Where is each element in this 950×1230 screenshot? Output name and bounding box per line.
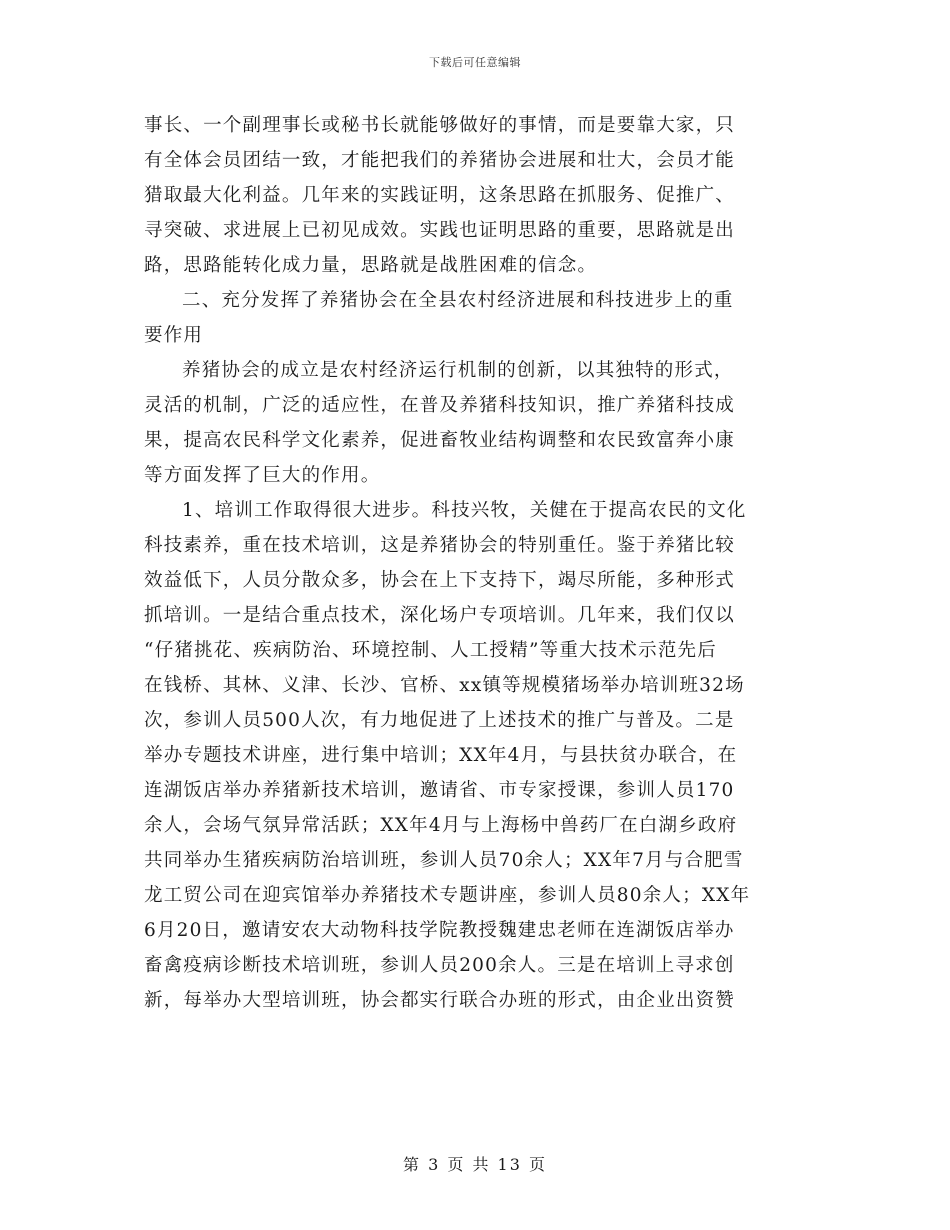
text-line: 余人，会场气氛异常活跃；XX年4月与上海杨中兽药厂在白湖乡政府 [144,815,738,836]
section-heading-line: 要作用 [144,325,204,346]
text-line: 寻突破、求进展上已初见成效。实践也证明思路的重要，思路就是出 [144,220,736,241]
text-line: 抓培训。一是结合重点技术，深化场户专项培训。几年来，我们仅以 [144,605,736,626]
text-line: 效益低下，人员分散众多，协会在上下支持下，竭尽所能，多种形式 [144,570,736,591]
text-line: 龙工贸公司在迎宾馆举办养猪技术专题讲座，参训人员80余人；XX年 [144,885,751,906]
text-line: 路，思路能转化成力量，思路就是战胜困难的信念。 [144,255,598,276]
page-footer: 第 3 页 共 13 页 [403,1155,547,1174]
section-heading-line: 二、充分发挥了养猪协会在全县农村经济进展和科技进步上的重 [182,290,734,311]
text-line: 连湖饭店举办养猪新技术培训，邀请省、市专家授课，参训人员170 [144,780,735,801]
text-line: 养猪协会的成立是农村经济运行机制的创新，以其独特的形式， [182,360,734,381]
text-line: 6月20日，邀请安农大动物科技学院教授魏建忠老师在连湖饭店举办 [144,920,735,941]
page-header: 下载后可任意编辑 [429,56,521,69]
text-line: 共同举办生猪疾病防治培训班，参训人员70余人；XX年7月与合肥雪 [144,850,744,871]
text-line: “仔猪挑花、疾病防治、环境控制、人工授精”等重大技术示范先后 [144,640,717,661]
text-line: 1、培训工作取得很大进步。科技兴牧，关健在于提高农民的文化 [182,500,747,521]
text-line: 畜禽疫病诊断技术培训班，参训人员200余人。三是在培训上寻求创 [144,955,735,976]
text-line: 在钱桥、其林、义津、长沙、官桥、xx镇等规模猪场举办培训班32场 [144,675,745,696]
text-line: 猎取最大化利益。几年来的实践证明，这条思路在抓服务、促推广、 [144,185,736,206]
text-line: 等方面发挥了巨大的作用。 [144,465,381,486]
body-text [144,108,808,1018]
text-line: 科技素养，重在技术培训，这是养猪协会的特别重任。鉴于养猪比较 [144,535,736,556]
text-line: 灵活的机制，广泛的适应性，在普及养猪科技知识，推广养猪科技成 [144,395,736,416]
text-line: 举办专题技术讲座，进行集中培训；XX年4月，与县扶贫办联合，在 [144,745,738,766]
text-line: 新，每举办大型培训班，协会都实行联合办班的形式，由企业出资赞 [144,990,736,1011]
text-line: 有全体会员团结一致，才能把我们的养猪协会进展和壮大，会员才能 [144,150,736,171]
text-line: 次，参训人员500人次，有力地促进了上述技术的推广与普及。二是 [144,710,735,731]
text-line: 事长、一个副理事长或秘书长就能够做好的事情，而是要靠大家，只 [144,115,736,136]
text-line: 果，提高农民科学文化素养，促进畜牧业结构调整和农民致富奔小康 [144,430,736,451]
